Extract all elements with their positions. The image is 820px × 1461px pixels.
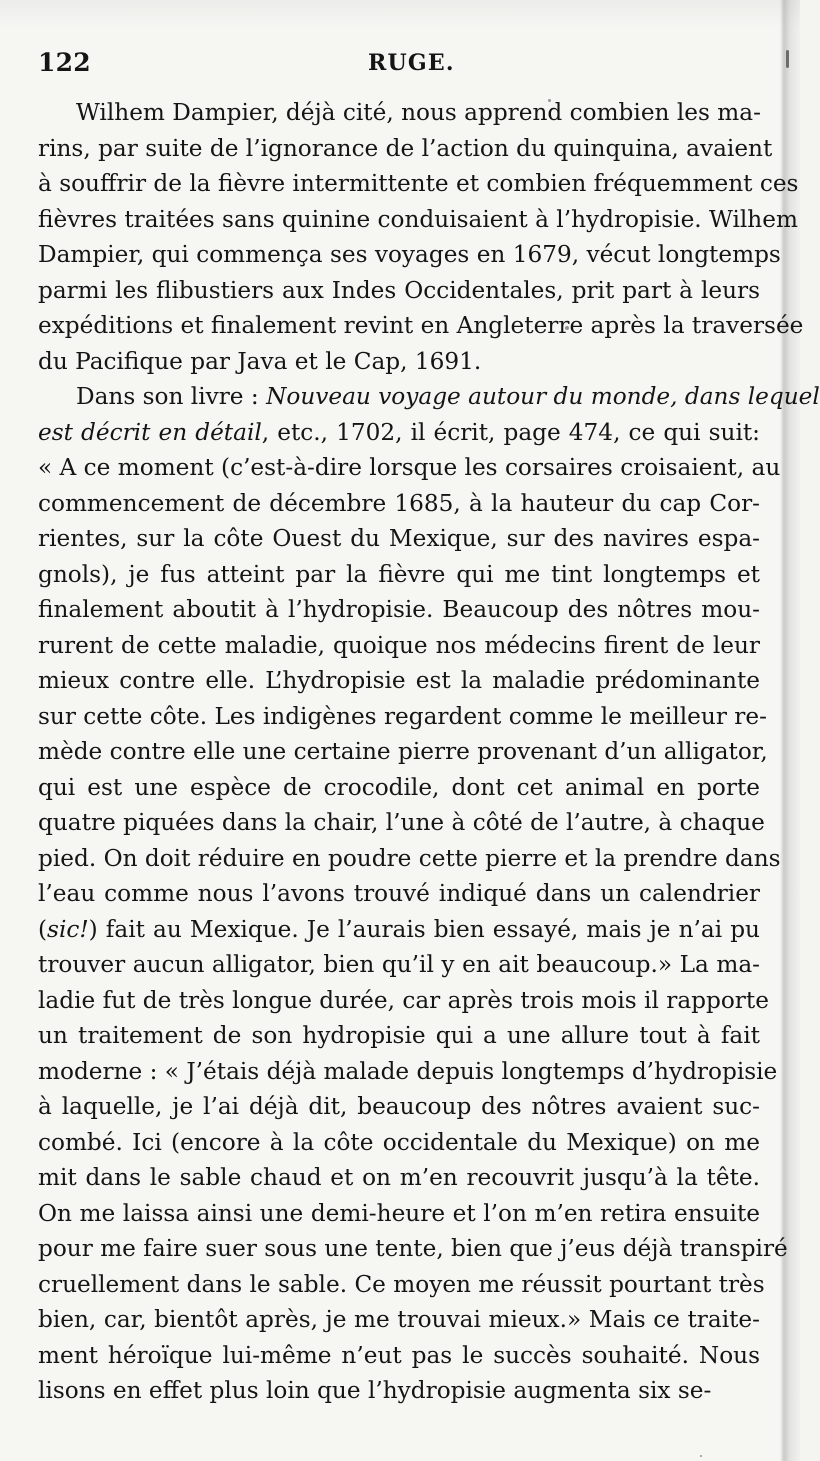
text-segment: pied. On doit réduire en poudre cette pierre et la prendre dans (38, 844, 781, 872)
text-segment: à laquelle, je l’ai déjà dit, beaucoup des nôtres avaient suc- (38, 1093, 760, 1120)
italic-text-segment: Nouveau voyage autour du monde, dans lequel (266, 383, 820, 410)
scan-speck (700, 1455, 702, 1457)
text-segment: « A ce moment (c’est-à-dire lorsque les corsaires croisaient, au (38, 454, 781, 481)
text-line (38, 1373, 760, 1409)
text-line (38, 1054, 778, 1090)
text-segment: rientes, sur la côte Ouest du Mexique, sur des navires espa- (38, 525, 760, 552)
text-line (38, 95, 760, 131)
text-segment: bien, car, bientôt après, je me trouvai mieux.» Mais ce traite- (38, 1306, 760, 1333)
text-segment: mède contre elle une certaine pierre provenant d’un alligator, (38, 738, 768, 765)
italic-text-segment: est décrit en détail (38, 418, 262, 446)
text-segment: mit dans le sable chaud et on m’en recouvrit jusqu’à la tête. (38, 1164, 760, 1191)
text-line (38, 1196, 760, 1232)
text-line (38, 486, 760, 522)
text-segment: cruellement dans le sable. Ce moyen me réussit pourtant très (38, 1270, 765, 1298)
running-head (38, 48, 760, 88)
text-line (38, 841, 781, 877)
text-segment: à souffrir de la fièvre intermittente et combien fréquemment ces (38, 170, 799, 197)
text-line (38, 521, 760, 557)
text-line (38, 450, 781, 486)
text-line (38, 308, 804, 344)
text-line (38, 273, 760, 309)
text-segment: quatre piquées dans la chair, l’une à côté de l’autre, à chaque (38, 809, 765, 836)
text-segment: finalement aboutit à l’hydropisie. Beaucoup des nôtres mou- (38, 596, 760, 623)
text-segment: Dampier, qui commença ses voyages en 1679, vécut longtemps (38, 241, 781, 268)
text-line (38, 344, 760, 380)
text-segment: , etc., 1702, il écrit, page 474, ce qui suit: (261, 418, 760, 446)
text-segment: l’eau comme nous l’avons trouvé indiqué dans un calendrier (38, 880, 760, 907)
text-line (38, 734, 768, 770)
text-segment: qui est une espèce de crocodile, dont cet animal en porte (38, 773, 760, 801)
text-line (38, 1302, 760, 1338)
text-line (38, 770, 760, 806)
text-segment: ) fait au Mexique. Je l’aurais bien essayé, mais je n’ai pu (88, 915, 760, 943)
scan-speck (548, 99, 551, 102)
text-line (38, 1018, 760, 1054)
text-line (38, 1231, 788, 1267)
text-line (38, 663, 760, 699)
text-segment: rins, par suite de l’ignorance de l’action du quinquina, avaient (38, 134, 773, 162)
text-segment: expéditions et finalement revint en Angleterre après la traversée (38, 312, 804, 339)
text-segment: combé. Ici (encore à la côte occidentale du Mexique) on me (38, 1128, 760, 1156)
text-line (38, 1267, 765, 1303)
text-line (38, 415, 760, 451)
scan-edge-mark (786, 50, 789, 68)
text-line (38, 876, 760, 912)
text-segment: pour me faire suer sous une tente, bien que j’eus déjà transpiré (38, 1235, 788, 1262)
text-line (38, 237, 781, 273)
text-line (38, 912, 760, 948)
text-segment: du Pacifique par Java et le Cap, 1691. (38, 347, 482, 375)
running-header-title: RUGE. (368, 50, 455, 76)
text-line (38, 1160, 760, 1196)
text-line (38, 557, 760, 593)
text-segment: un traitement de son hydropisie qui a une allure tout à fait (38, 1022, 760, 1049)
text-segment: ment héroïque lui-même n’eut pas le succès souhaité. Nous (38, 1341, 760, 1369)
text-line (38, 699, 767, 735)
text-segment: commencement de décembre 1685, à la hauteur du cap Cor- (38, 489, 760, 517)
text-segment: Dans son livre : (76, 383, 267, 410)
text-segment: ( (38, 915, 48, 943)
text-segment: moderne : « J’étais déjà malade depuis longtemps d’hydropisie (38, 1057, 778, 1085)
text-segment: fièvres traitées sans quinine conduisaient à l’hydropisie. Wilhem (38, 205, 798, 233)
text-line (38, 1089, 760, 1125)
text-segment: mieux contre elle. L’hydropisie est la maladie prédominante (38, 667, 760, 694)
text-line (38, 202, 798, 238)
text-segment: parmi les flibustiers aux Indes Occidentales, prit part à leurs (38, 276, 760, 304)
text-line (38, 131, 773, 167)
text-line (38, 1338, 760, 1374)
scan-speck (565, 326, 569, 330)
text-segment: rurent de cette maladie, quoique nos médecins firent de leur (38, 631, 760, 659)
text-line (38, 628, 760, 664)
text-line (38, 1125, 760, 1161)
italic-text-segment: sic! (47, 915, 89, 943)
text-line (38, 805, 765, 841)
text-segment: Wilhem Dampier, déjà cité, nous apprend combien les ma- (76, 99, 761, 126)
page-number: 122 (38, 48, 91, 77)
text-line (38, 166, 799, 202)
text-segment: sur cette côte. Les indigènes regardent comme le meilleur re- (38, 702, 767, 730)
text-segment: ladie fut de très longue durée, car après trois mois il rapporte (38, 986, 769, 1014)
text-segment: gnols), je fus atteint par la fièvre qui me tint longtemps et (38, 560, 760, 588)
body-text (38, 95, 820, 1425)
text-segment: trouver aucun alligator, bien qu’il y en ait beaucoup.» La ma- (38, 951, 760, 978)
text-line (38, 379, 820, 415)
text-segment: lisons en effet plus loin que l’hydropisie augmenta six se- (38, 1377, 712, 1404)
text-line (38, 947, 760, 983)
text-line (38, 592, 760, 628)
text-line (38, 983, 769, 1019)
text-segment: On me laissa ainsi une demi-heure et l’on m’en retira ensuite (38, 1199, 760, 1227)
